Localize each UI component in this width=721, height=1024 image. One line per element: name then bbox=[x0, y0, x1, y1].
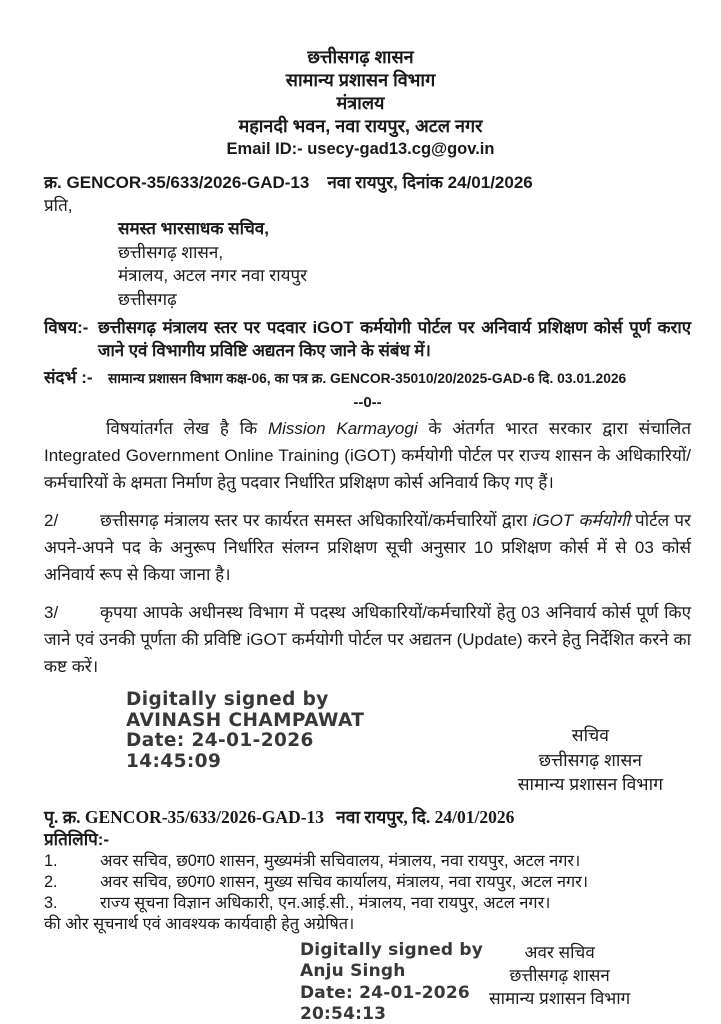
designation-2-title: अवर सचिव bbox=[524, 942, 595, 962]
reference-row bbox=[44, 367, 691, 389]
letterhead bbox=[0, 0, 721, 160]
designation-2-department: सामान्य प्रशासन विभाग bbox=[489, 988, 631, 1008]
addressee-line: छत्तीसगढ़ शासन, bbox=[118, 242, 224, 262]
digital-signature-stamp-1 bbox=[126, 690, 364, 797]
designation-2-government: छत्तीसगढ़ शासन bbox=[509, 965, 610, 985]
copy-item-number: 1. bbox=[44, 851, 58, 870]
subject-label: विषय:- bbox=[44, 318, 89, 337]
copy-item-text: अवर सचिव, छ0ग0 शासन, मुख्यमंत्री सचिवालय, मंत्रालय, नवा रायपुर, अटल नगर। bbox=[100, 851, 581, 870]
addressee-line: मंत्रालय, अटल नगर नवा रायपुर bbox=[118, 266, 308, 285]
paragraph-1-text: के अंतर्गत भारत सरकार द्वारा संचालित Integrated Government Online Training (iGOT) कर्मयोगी पोर्टल पर राज्य शासन के अधिकारियों/कर्मचारियों के क्षमता निर्माण हेतु पदवार निर्धारित प्रशिक्षण कोर्स अनिवार्य किए गए हैं। bbox=[44, 419, 692, 492]
signature-1-date: Date: 24-01-2026 bbox=[126, 730, 314, 751]
letterhead-ministry: मंत्रालय bbox=[336, 93, 385, 113]
addressee-line: छत्तीसगढ़ bbox=[118, 289, 177, 309]
designation-1-title: सचिव bbox=[571, 725, 609, 745]
addressee-line: समस्त भारसाधक सचिव, bbox=[118, 219, 269, 238]
copy-item-text: राज्य सूचना विज्ञान अधिकारी, एन.आई.सी., मंत्रालय, नवा रायपुर, अटल नगर। bbox=[100, 893, 551, 912]
signature-section-2 bbox=[44, 940, 691, 1024]
signature-2-time: 20:54:13 bbox=[300, 1004, 387, 1024]
signature-1-line: Digitally signed by bbox=[126, 689, 329, 710]
endorsement-place-date: नवा रायपुर, दि. 24/01/2026 bbox=[336, 806, 515, 827]
paragraph-3-number: 3/ bbox=[44, 603, 59, 622]
copy-list-label: प्रतिलिपि:- bbox=[44, 829, 110, 849]
endorsement-number-row bbox=[44, 806, 691, 829]
letterhead-government-name: छत्तीसगढ़ शासन bbox=[307, 47, 414, 67]
reference-label: संदर्भ :- bbox=[44, 368, 93, 387]
copy-item-number: 3. bbox=[44, 893, 58, 912]
copy-list-item bbox=[44, 851, 691, 872]
signature-1-time: 14:45:09 bbox=[126, 750, 222, 772]
letter-place-date: नवा रायपुर, दिनांक 24/01/2026 bbox=[327, 173, 533, 192]
reference-text: सामान्य प्रशासन विभाग कक्ष-06, का पत्र क्र. GENCOR-35010/20/2025-GAD-6 दि. 03.01.2026 bbox=[108, 371, 627, 386]
paragraph-1-italic: Mission Karmayogi bbox=[267, 419, 418, 438]
subject-text: छत्तीसगढ़ मंत्रालय स्तर पर पदवार iGOT कर्मयोगी पोर्टल पर अनिवार्य प्रशिक्षण कोर्स पूर्ण कराए जाने एवं विभागीय प्रविष्टि अद्यतन किए जाने के संबंध में। bbox=[98, 318, 691, 360]
designation-1-department: सामान्य प्रशासन विभाग bbox=[517, 774, 663, 794]
letterhead-address: महानदी भवन, नवा रायपुर, अटल नगर bbox=[238, 116, 483, 136]
paragraph-3 bbox=[44, 599, 691, 680]
designation-1-government: छत्तीसगढ़ शासन bbox=[538, 749, 642, 770]
paragraph-2-number: 2/ bbox=[44, 511, 59, 530]
paragraph-2-text: पोर्टल पर अपने-अपने पद के अनुरूप निर्धारित संलग्न प्रशिक्षण सूची अनुसार 10 प्रशिक्षण कोर्स में से 03 कोर्स अनिवार्य रूप से किया जाना है। bbox=[44, 511, 691, 584]
paragraph-2-italic: iGOT कर्मयोगी bbox=[532, 511, 630, 530]
letterhead-email: Email ID:- usecy-gad13.cg@gov.in bbox=[226, 140, 495, 158]
letter-body bbox=[0, 172, 721, 1024]
paragraph-1 bbox=[44, 415, 691, 496]
signature-2-line: Digitally signed by bbox=[300, 939, 484, 960]
letter-number: क्र. GENCOR-35/633/2026-GAD-13 bbox=[44, 173, 310, 192]
addressee-block bbox=[118, 217, 691, 311]
subject-row bbox=[44, 316, 691, 362]
signature-2-date: Date: 24-01-2026 bbox=[300, 982, 470, 1003]
signature-1-signer: AVINASH CHAMPAWAT bbox=[126, 709, 365, 731]
endorsement-number: पृ. क्र. GENCOR-35/633/2026-GAD-13 bbox=[44, 806, 325, 827]
paragraph-1-text: विषयांतर्गत लेख है कि bbox=[106, 419, 268, 438]
reference-number-row bbox=[44, 172, 691, 194]
signature-2-signer: Anju Singh bbox=[300, 961, 406, 981]
paragraph-2-text: छत्तीसगढ़ मंत्रालय स्तर पर कार्यरत समस्त अधिकारियों/कर्मचारियों द्वारा bbox=[100, 511, 533, 530]
section-separator: --0-- bbox=[353, 394, 382, 411]
copy-list-footer: की ओर सूचनार्थ एवं आवश्यक कार्यवाही हेतु अग्रेषित। bbox=[44, 914, 355, 933]
paragraph-3-text: कृपया आपके अधीनस्थ विभाग में पदस्थ अधिकारियों/कर्मचारियों हेतु 03 अनिवार्य कोर्स पूर्ण किए जाने एवं उनकी पूर्णता की प्रविष्टि iGOT कर्मयोगी पोर्टल पर अद्यतन (Update) करने हेतु निर्देशित करने का कष्ट करें। bbox=[44, 603, 691, 676]
copy-item-number: 2. bbox=[44, 872, 58, 891]
paragraph-2 bbox=[44, 507, 691, 588]
designation-block-2 bbox=[489, 941, 630, 1024]
salutation: प्रति, bbox=[44, 196, 73, 215]
letterhead-department-name: सामान्य प्रशासन विभाग bbox=[285, 70, 436, 90]
copy-list-item bbox=[44, 893, 691, 914]
copy-list-item bbox=[44, 872, 691, 893]
designation-block-1 bbox=[518, 723, 663, 797]
copy-item-text: अवर सचिव, छ0ग0 शासन, मुख्य सचिव कार्यालय, मंत्रालय, नवा रायपुर, अटल नगर। bbox=[100, 872, 589, 891]
signature-section-1 bbox=[44, 690, 691, 797]
digital-signature-stamp-2 bbox=[300, 940, 483, 1024]
